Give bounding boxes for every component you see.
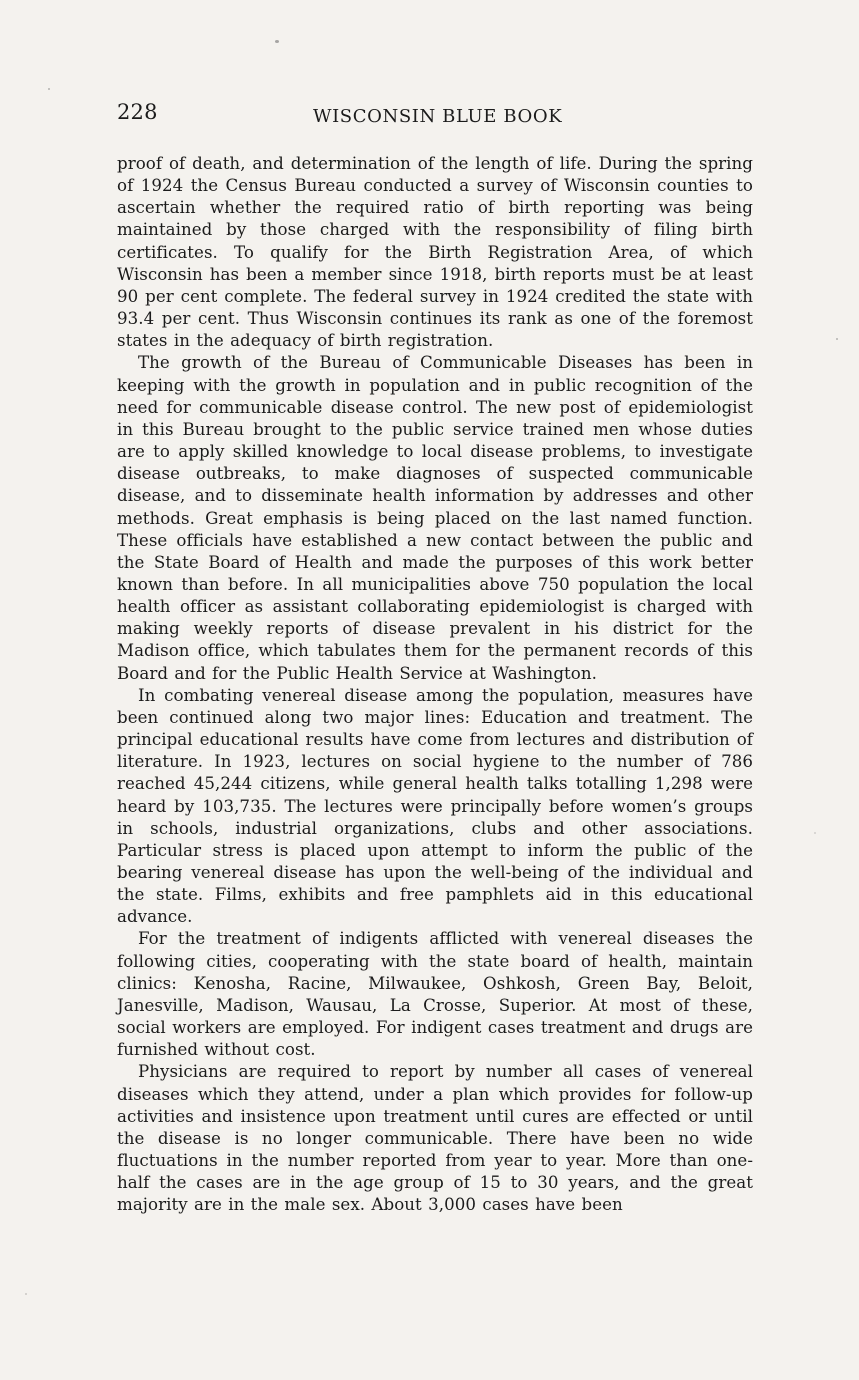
paper-speck (25, 1293, 27, 1295)
paper-speck (814, 832, 816, 834)
paragraph-clinics: For the treatment of indigents afflicted with venereal diseases the following cities, cooperating with the state board of health, maintain clinics: Kenosha, Racine, Milwaukee, Oshkosh, Green Bay, Beloit, Janesville, Madison, Wausau, La Crosse, Superior. At most of these, social workers are employed. For indigent cases treatment and drugs are furnished without cost. (117, 929, 753, 1060)
paper-speck (836, 338, 838, 340)
paper-speck (275, 40, 279, 43)
running-head: WISCONSIN BLUE BOOK (313, 106, 563, 127)
page-body (117, 153, 753, 1217)
paragraph-venereal-disease-education: In combating venereal disease among the population, measures have been continued along two major lines: Education and treatment. The principal educational results have come from lectures and distribution of literature. In 1923, lectures on social hygiene to the number of 786 reached 45,244 citizens, while general health talks totalling 1,298 were heard by 103,735. The lectures were principally before women’s groups in schools, industrial organizations, clubs and other associations. Particular stress is placed upon attempt to inform the public of the bearing venereal disease has upon the well-being of the individual and the state. Films, exhibits and free pamphlets aid in this educational advance. (117, 685, 753, 927)
paragraph-birth-registration: proof of death, and determination of the length of life. During the spring of 1924 the Census Bureau conducted a survey of Wisconsin counties to ascertain whether the required ratio of birth reporting was being maintained by those charged with the responsibility of filing birth certificates. To qualify for the Birth Registration Area, of which Wisconsin has been a member since 1918, birth reports must be at least 90 per cent complete. The federal survey in 1924 credited the state with 93.4 per cent. Thus Wisconsin continues its rank as one of the foremost states in the adequacy of birth registration. (117, 154, 753, 351)
page-number: 228 (117, 100, 158, 124)
paragraph-physician-reporting: Physicians are required to report by number all cases of venereal diseases which they attend, under a plan which provides for follow-up activities and insistence upon treatment until cures are effected or until the disease is no longer communicable. There have been no wide fluctuations in the number reported from year to year. More than one-half the cases are in the age group of 15 to 30 years, and the great majority are in the male sex. About 3,000 cases have been (117, 1062, 753, 1215)
paper-speck (48, 88, 50, 90)
page-header (117, 100, 767, 136)
paragraph-communicable-diseases: The growth of the Bureau of Communicable Diseases has been in keeping with the growth in population and in public recognition of the need for communicable disease control. The new post of epidemiologist in this Bureau brought to the public service trained men whose duties are to apply skilled knowledge to local disease problems, to investigate disease outbreaks, to make diagnoses of suspected communicable disease, and to disseminate health information by addresses and other methods. Great emphasis is being placed on the last named function. These officials have established a new contact between the public and the State Board of Health and made the purposes of this work better known than before. In all municipalities above 750 population the local health officer as assistant collaborating epidemiologist is charged with making weekly reports of disease prevalent in his district for the Madison office, which tabulates them for the permanent records of this Board and for the Public Health Service at Washington. (117, 353, 753, 683)
